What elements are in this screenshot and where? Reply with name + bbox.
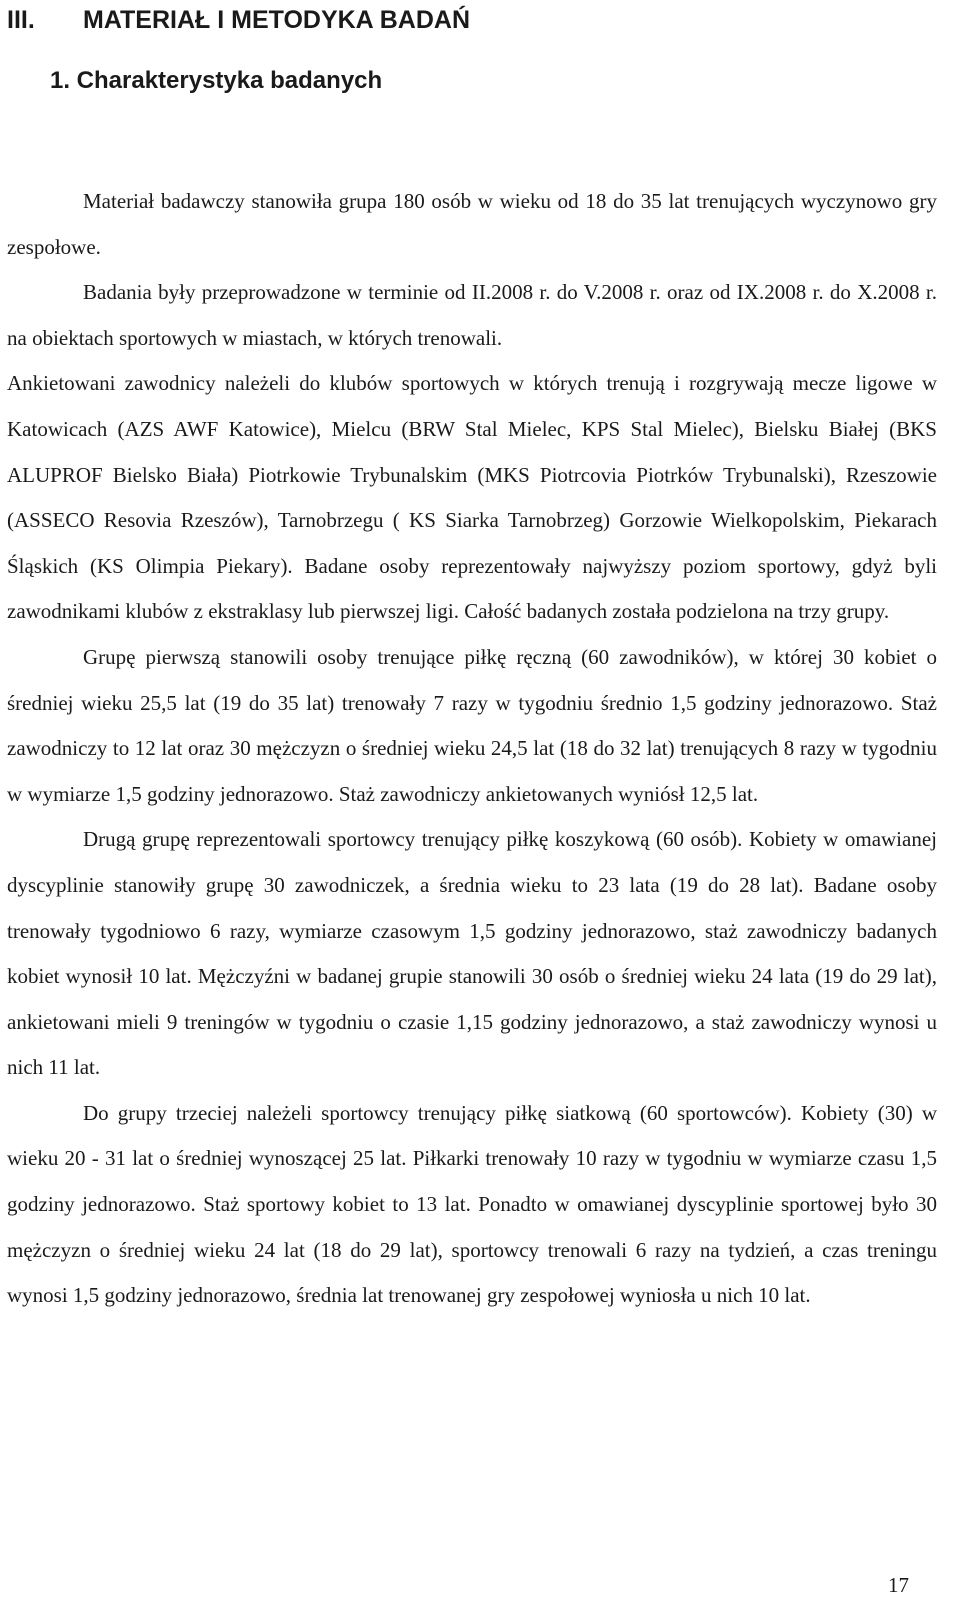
paragraph-1: Materiał badawczy stanowiła grupa 180 osób w wieku od 18 do 35 lat trenujących wyczynowo gry zespołowe. [7,189,937,259]
paragraph-4: Grupę pierwszą stanowili osoby trenujące piłkę ręczną (60 zawodników), w której 30 kobiet o średniej wieku 25,5 lat (19 do 35 lat) trenowały 7 razy w tygodniu średnio 1,5 godziny jednorazowo. Staż zawodniczy to 12 lat oraz 30 mężczyzn o średniej wieku 24,5 lat (18 do 32 lat) trenujących 8 razy w tygodniu w wymiarze 1,5 godziny jednorazowo. Staż zawodniczy ankietowanych wyniósł 12,5 lat. [7,644,937,806]
chapter-number: III. [7,6,35,34]
paragraph-2: Badania były przeprowadzone w terminie od II.2008 r. do V.2008 r. oraz od IX.2008 r. do X.2008 r. na obiektach sportowych w miastach, w których trenowali. [7,280,937,350]
paragraph-3: Ankietowani zawodnicy należeli do klubów sportowych w których trenują i rozgrywają mecze ligowe w Katowicach (AZS AWF Katowice), Mielcu (BRW Stal Mielec, KPS Stal Mielec), Bielsku Białej (BKS ALUPROF Bielsko Biała) Piotrkowie Trybunalskim (MKS Piotrcovia Piotrków Trybunalski), Rzeszowie (ASSECO Resovia Rzeszów), Tarnobrzegu ( KS Siarka Tarnobrzeg) Gorzowie Wielkopolskim, Piekarach Śląskich (KS Olimpia Piekary). Badane osoby reprezentowały najwyższy poziom sportowy, gdyż byli zawodnikami klubów z ekstraklasy lub pierwszej ligi. Całość badanych została podzielona na trzy grupy. [7,371,937,624]
chapter-heading [7,2,470,38]
paragraph-6: Do grupy trzeciej należeli sportowcy trenujący piłkę siatkową (60 sportowców). Kobiety (30) w wieku 20 - 31 lat o średniej wynoszącej 25 lat. Piłkarki trenowały 10 razy w tygodniu w wymiarze czasu 1,5 godziny jednorazowo. Staż sportowy kobiet to 13 lat. Ponadto w omawianej dyscyplinie sportowej było 30 mężczyzn o średniej wieku 24 lat (18 do 29 lat), sportowcy trenowali 6 razy na tydzień, a czas treningu wynosi 1,5 godziny jednorazowo, średnia lat trenowanej gry zespołowej wyniosła u nich 10 lat. [7,1100,937,1308]
chapter-title: MATERIAŁ I METODYKA BADAŃ [83,6,471,34]
page-number: 17 [888,1573,909,1597]
paragraph-5: Drugą grupę reprezentowali sportowcy trenujący piłkę koszykową (60 osób). Kobiety w omawianej dyscyplinie stanowiły grupę 30 zawodniczek, a średnia wieku to 23 lata (19 do 28 lat). Badane osoby trenowały tygodniowo 6 razy, wymiarze czasowym 1,5 godziny jednorazowo, staż zawodniczy badanych kobiet wynosił 10 lat. Mężczyźni w badanej grupie stanowili 30 osób o średniej wieku 24 lata (19 do 29 lat), ankietowani mieli 9 treningów w tygodniu o czasie 1,15 godziny jednorazowo, a staż zawodniczy wynosi u nich 11 lat. [7,827,937,1080]
body-text [7,179,937,1319]
section-heading: 1. Charakterystyka badanych [50,67,383,94]
